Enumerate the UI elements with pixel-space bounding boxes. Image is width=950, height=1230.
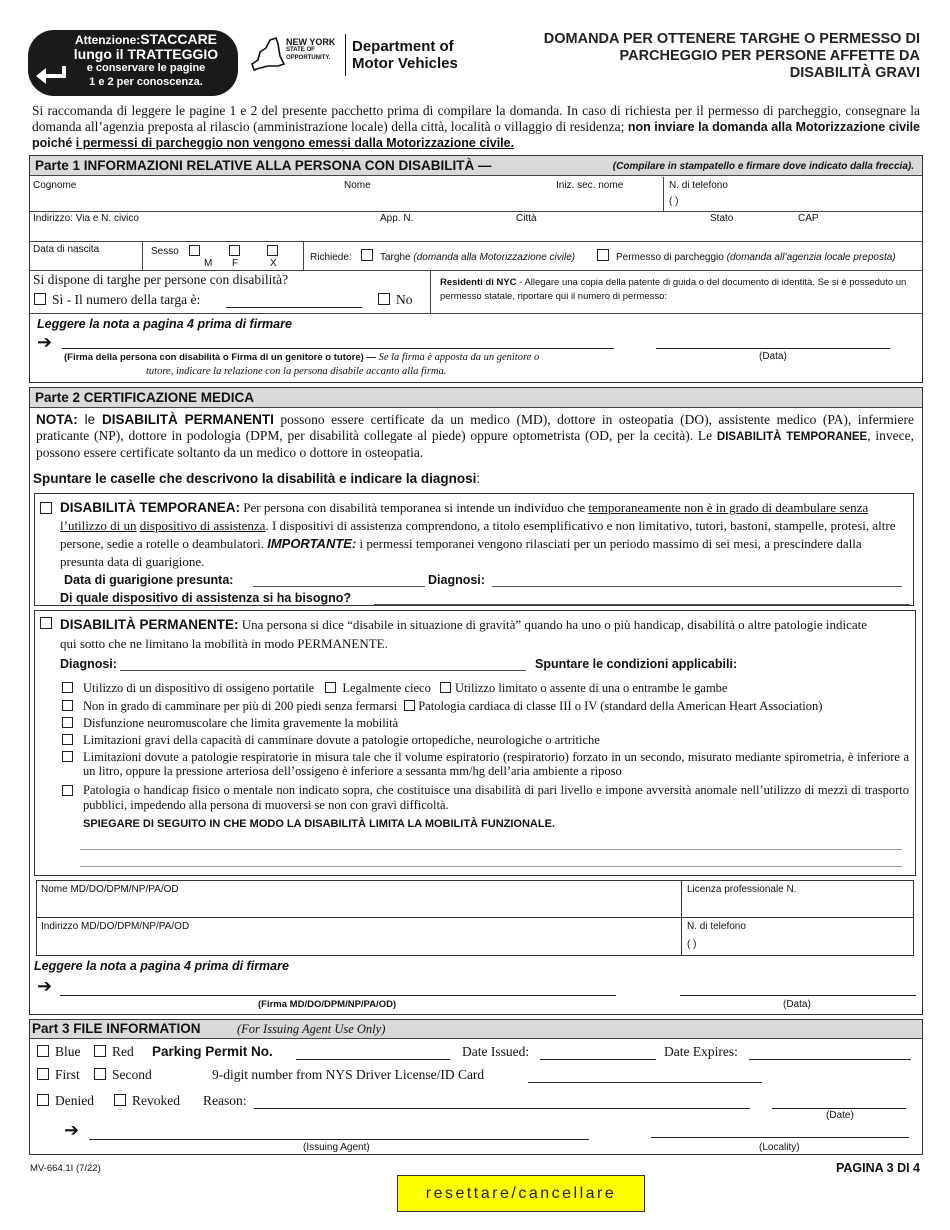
first-name-label: Nome (344, 180, 371, 191)
explain-field[interactable] (80, 834, 902, 866)
temp-diagnosis-field[interactable] (492, 572, 902, 586)
doctor-date-label: (Data) (783, 999, 811, 1010)
reason-label: Reason: (203, 1093, 247, 1108)
blue-label: Blue (55, 1044, 81, 1059)
nine-digit-label: 9-digit number from NYS Driver License/ID Card (212, 1067, 485, 1082)
permit-request-note: (domanda all’agenzia locale preposta) (726, 252, 896, 263)
blue-checkbox[interactable] (37, 1045, 49, 1057)
sex-x-checkbox[interactable] (267, 245, 278, 256)
permit-no-label: Parking Permit No. (152, 1044, 273, 1059)
part1-signature-field[interactable] (62, 332, 614, 348)
date-issued-field[interactable] (540, 1043, 656, 1059)
sex-m-checkbox[interactable] (189, 245, 200, 256)
temporary-underline2: dispositivo di assistenza (139, 518, 266, 533)
permanent-title: DISABILITÀ PERMANENTE: (60, 617, 239, 632)
device-needed-label: Di quale dispositivo di assistenza si ha bisogno? (60, 591, 352, 605)
part3-header-note: (For Issuing Agent Use Only) (237, 1022, 386, 1036)
nyc-label: Residenti di NYC (440, 277, 517, 288)
sex-m-label: M (204, 258, 213, 269)
explain-label: SPIEGARE DI SEGUITO IN CHE MODO LA DISABILITÀ LIMITA LA MOBILITÀ FUNZIONALE. (83, 818, 555, 830)
neuro-checkbox[interactable] (62, 717, 73, 728)
part1-sig-italic2: tutore, indicare la relazione con la persona disabile accanto alla firma. (146, 366, 447, 377)
neuro-label: Disfunzione neuromuscolare che limita gravemente la mobilità (83, 716, 399, 730)
dept-line2: Motor Vehicles (352, 55, 458, 72)
detach-notice (28, 30, 238, 96)
ortho-checkbox[interactable] (62, 734, 73, 745)
check-instruction-colon: : (476, 471, 481, 486)
part1-header-note: (Compilare in stampatello e firmare dove indicato dalla freccia). (612, 161, 914, 172)
doctor-address-label: Indirizzo MD/DO/DPM/NP/PA/OD (41, 921, 190, 932)
plates-request-note: (domanda alla Motorizzazione civile) (413, 252, 576, 263)
date-issued-label: Date Issued: (462, 1044, 530, 1059)
reason-field[interactable] (254, 1092, 750, 1108)
part2-header-text: Parte 2 CERTIFICAZIONE MEDICA (35, 390, 255, 405)
date-expires-field[interactable] (749, 1043, 911, 1059)
notice-line4: 1 e 2 per conoscenza. (89, 76, 203, 88)
temporary-text (60, 499, 908, 571)
permanent-text (60, 615, 880, 653)
part1-sign-arrow-icon: ➔ (37, 332, 53, 352)
ortho-label: Limitazioni gravi della capacità di camminare dovute a patologie ortopediche, neurologiche o artritiche (83, 733, 600, 747)
intro-bold: non inviare la domanda alla Motorizzazione civile poiché (32, 120, 920, 150)
part3-header (30, 1020, 922, 1039)
second-label: Second (112, 1067, 152, 1082)
plates-question: Si dispone di targhe per persone con disabilità? (33, 272, 289, 287)
sex-f-label: F (232, 258, 239, 269)
plates-yes-checkbox[interactable] (34, 293, 46, 305)
blind-checkbox[interactable] (325, 682, 336, 693)
temp-diagnosis-label: Diagnosi: (428, 573, 485, 587)
phone-parens: ( ) (669, 196, 679, 207)
part2-note (36, 412, 914, 461)
logo-line3: OPPORTUNITY. (286, 55, 331, 61)
notice-prefix: Attenzione: (74, 33, 141, 47)
respiratory-label: Limitazioni dovute a patologie respiratorie in misura tale che il volume espiratorio (respiratorio) forzato in un secondo, misurato mediante spirometria, è inferiore a un litro, oppure la pressione arteriosa dell’ossigeno è inferiore a sessanta mm/hg dell’aria ambiente a riposo (83, 750, 909, 778)
logo-line1: NEW YORK (286, 37, 336, 47)
red-checkbox[interactable] (94, 1045, 106, 1057)
form-title-line3: DISABILITÀ GRAVI (789, 65, 920, 81)
reset-button[interactable] (397, 1175, 645, 1212)
note-text2: , invece, possono essere certificate soltanto da un medico o dottore in osteopatia. (36, 428, 914, 460)
part2-header (30, 388, 922, 408)
doctor-date-field[interactable] (680, 979, 916, 995)
temporary-text1: Per persona con disabilità temporanea si intende un individuo che (240, 500, 589, 515)
apt-label: App. N. (380, 213, 414, 224)
return-arrow-icon (34, 64, 68, 86)
doctor-name-label: Nome MD/DO/DPM/NP/PA/OD (41, 884, 179, 895)
city-label: Città (516, 213, 537, 224)
note-text: possono essere certificate da un medico (MD), dottore in osteopatia (DO), assistente medico (PA), infermiere praticante (NP), dottore in podologia (DPM, per disabilità collegate al piede) oppure optometrista (OD, per la cecità). Le (36, 412, 914, 443)
part1-header-text: Parte 1 INFORMAZIONI RELATIVE ALLA PERSONA CON DISABILITÀ — (35, 158, 492, 173)
permanent-checkbox[interactable] (40, 617, 52, 629)
denied-checkbox[interactable] (37, 1094, 49, 1106)
first-checkbox[interactable] (37, 1068, 49, 1080)
reset-button-label: resettare/cancellare (425, 1185, 617, 1202)
revoked-checkbox[interactable] (114, 1094, 126, 1106)
temporary-title: DISABILITÀ TEMPORANEA: (60, 500, 240, 515)
note-permanent: DISABILITÀ PERMANENTI (102, 412, 274, 427)
respiratory-checkbox[interactable] (62, 751, 73, 762)
nys-state-outline-icon (248, 34, 288, 74)
surname-field[interactable] (31, 190, 661, 210)
doctor-sig-label: (Firma MD/DO/DPM/NP/PA/OD) (258, 999, 397, 1010)
first-label: First (55, 1067, 80, 1082)
legs-checkbox[interactable] (440, 682, 451, 693)
recovery-date-field[interactable] (253, 572, 425, 586)
check-instruction: Spuntare le caselle che descrivono la disabilità e indicare la diagnosi (33, 471, 477, 486)
part1-read-note: Leggere la nota a pagina 4 prima di firmare (37, 317, 292, 331)
plates-yes-label: Sì - Il numero della targa è: (52, 292, 201, 307)
intro-text: Si raccomanda di leggere le pagine 1 e 2 del presente pacchetto prima di compilare la domanda. In caso di richiesta per il permesso di parcheggio, consegnare la domanda all’agenzia preposta al rilascio (amministrazione locale) della città, località o villaggio di residenza; (32, 103, 920, 134)
doctor-phone-field[interactable] (684, 933, 912, 954)
license-field[interactable] (684, 896, 912, 916)
other-condition-label: Patologia o handicap fisico o mentale non indicato sopra, che costituisce una disabilità di pari livello e impone avversità anomale nell’utilizzo di mezzi di trasporto pubblici, impedendo alla persona di muoversi se non con gravi difficoltà. (83, 783, 909, 812)
revoked-label: Revoked (132, 1093, 180, 1108)
notice-big: STACCARE (140, 31, 218, 47)
license-label: Licenza professionale N. (687, 884, 797, 895)
part3-date-field[interactable] (772, 1092, 906, 1108)
address-label: Indirizzo: Via e N. civico (33, 213, 139, 224)
plate-number-field[interactable] (226, 291, 362, 307)
part2-sign-arrow-icon: ➔ (37, 976, 53, 996)
doctor-name-field[interactable] (38, 896, 678, 916)
part2-read-note: Leggere la nota a pagina 4 prima di firmare (34, 959, 289, 973)
temporary-checkbox[interactable] (40, 502, 52, 514)
intro-bold-underlined: i permessi di parcheggio non vengono emessi dalla Motorizzazione civile. (75, 136, 515, 150)
middle-initial-label: Iniz. sec. nome (556, 180, 624, 191)
temporary-text3: i permessi temporanei vengono rilasciati per un periodo massimo di sei mesi, a prescindere dalla presunta data di guarigione. (60, 536, 862, 569)
nyc-text: - Allegare una copia della patente di guida o del documento di identità. Se si è posseduto un permesso statale, riportare qui il numero di permesso: (440, 277, 907, 302)
dept-line1: Department of (352, 38, 454, 55)
plates-request-checkbox[interactable] (361, 249, 373, 261)
form-title (544, 31, 920, 82)
locality-label: (Locality) (759, 1142, 800, 1153)
recovery-date-label: Data di guarigione presunta: (64, 573, 234, 587)
birth-date-label: Data di nascita (33, 244, 100, 255)
oxygen-label: Utilizzo di un dispositivo di ossigeno portatile (83, 681, 315, 695)
permanent-text-body: Una persona si dice “disabile in situazione di gravità” quando ha uno o più handicap, disabilità o altre patologie indicate qui sotto che ne limitano la mobilità in modo PERMANENTE. (60, 617, 868, 651)
plates-request-label: Targhe (380, 252, 411, 263)
doctor-signature-field[interactable] (60, 979, 616, 995)
note-le: le (77, 412, 102, 427)
surname-label: Cognome (33, 180, 77, 191)
part1-sig-label: (Firma della persona con disabilità o Firma di un genitore o tutore) — (64, 352, 379, 363)
walk-label: Non in grado di camminare per più di 200 piedi senza fermarsi (83, 699, 398, 713)
form-title-line1: DOMANDA PER OTTENERE TARGHE O PERMESSO DI (543, 31, 920, 47)
plates-no-label: No (396, 292, 413, 307)
perm-diagnosis-label: Diagnosi: (60, 657, 117, 671)
note-bold: NOTA: (36, 412, 78, 427)
part1-date-label: (Data) (759, 351, 787, 362)
temporary-underline1: temporaneamente non è in grado di deambulare senza l’utilizzo di un (60, 500, 869, 533)
second-checkbox[interactable] (94, 1068, 106, 1080)
part3-header-text: Part 3 FILE INFORMATION (32, 1021, 201, 1036)
issuing-agent-field[interactable] (89, 1123, 589, 1139)
other-condition-checkbox[interactable] (62, 785, 73, 796)
legs-label: Utilizzo limitato o assente di una o entrambe le gambe (454, 681, 728, 695)
cardiac-label: Patologia cardiaca di classe III o IV (standard della American Heart Association) (418, 699, 823, 713)
nys-logo (248, 32, 468, 80)
plates-no-checkbox[interactable] (378, 293, 390, 305)
issuing-agent-label: (Issuing Agent) (303, 1142, 370, 1153)
perm-diagnosis-field[interactable] (120, 656, 526, 670)
doctor-phone-parens: ( ) (687, 939, 697, 950)
device-needed-field[interactable] (374, 590, 910, 604)
blind-label: Legalmente cieco (342, 681, 431, 695)
doctor-phone-label: N. di telefono (687, 921, 746, 932)
intro-paragraph (32, 103, 920, 151)
notice-line2: lungo il TRATTEGGIO (73, 46, 219, 62)
denied-label: Denied (55, 1093, 94, 1108)
form-number: MV-664.1I (7/22) (30, 1163, 101, 1174)
walk-checkbox[interactable] (62, 700, 73, 711)
form-title-line2: PARCHEGGIO PER PERSONE AFFETTE DA (619, 48, 920, 64)
locality-field[interactable] (651, 1121, 909, 1137)
birth-date-field[interactable] (31, 254, 139, 270)
part1-date-field[interactable] (656, 332, 890, 348)
doctor-address-field[interactable] (38, 933, 678, 954)
note-temporary: DISABILITÀ TEMPORANEE (716, 431, 868, 443)
oxygen-checkbox[interactable] (62, 682, 73, 693)
red-label: Red (112, 1044, 134, 1059)
permit-request-checkbox[interactable] (597, 249, 609, 261)
logo-line2: STATE OF (286, 47, 315, 53)
permit-no-field[interactable] (296, 1043, 450, 1059)
date-expires-label: Date Expires: (664, 1044, 738, 1059)
nine-digit-field[interactable] (528, 1066, 762, 1082)
cardiac-checkbox[interactable] (404, 700, 415, 711)
permit-request-label: Permesso di parcheggio (616, 252, 724, 263)
notice-line3: e conservare le pagine (86, 62, 206, 74)
state-label: Stato (710, 213, 734, 224)
temporary-important: IMPORTANTE: (267, 536, 357, 551)
page-number: PAGINA 3 DI 4 (835, 1161, 920, 1175)
zip-label: CAP (798, 213, 819, 224)
sex-label: Sesso (151, 246, 179, 257)
sex-x-label: X (270, 258, 277, 269)
part1-sig-italic1: Se la firma è apposta da un genitore o (378, 352, 540, 363)
phone-label: N. di telefono (669, 180, 728, 191)
sex-f-checkbox[interactable] (229, 245, 240, 256)
part3-date-label: (Date) (826, 1110, 854, 1121)
part1-header (30, 156, 922, 176)
address-field[interactable] (31, 224, 920, 240)
phone-field[interactable] (666, 190, 920, 210)
temporary-text2: . I dispositivi di assistenza comprendono, a titolo esemplificativo e non limitativo, tutori, bastoni, stampelle, protesi, altre persone, sedie a rotelle o deambulatori. (60, 518, 896, 551)
check-applicable-label: Spuntare le condizioni applicabili: (535, 657, 738, 671)
request-label: Richiede: (310, 252, 352, 263)
agent-arrow-icon: ➔ (64, 1120, 80, 1140)
